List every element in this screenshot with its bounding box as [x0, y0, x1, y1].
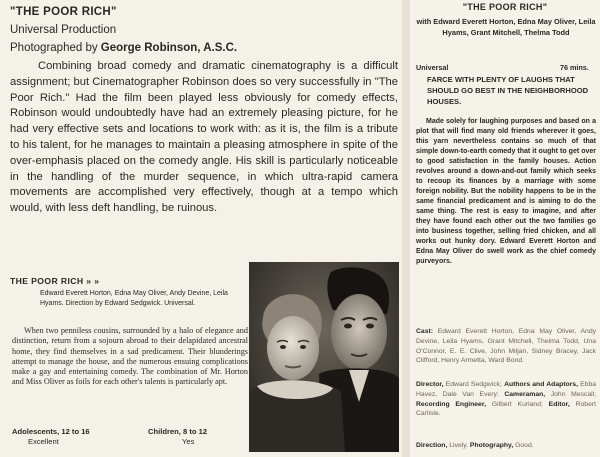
recording-value: Gilbert Kurland;: [491, 400, 543, 408]
cast-label: Cast:: [416, 328, 433, 335]
director-value: Edward Sedgwick;: [445, 381, 502, 388]
trade-review-headline: FARCE WITH PLENTY OF LAUGHS THAT SHOULD GO BEST IN THE NEIGHBORHOOD HOUSES.: [427, 75, 589, 106]
capsule-credits: Edward Everett Horton, Edna May Oliver, Andy Devine, Leila Hyams. Direction by Edward Sedgwick. Universal.: [40, 290, 228, 308]
trade-review-body: [416, 117, 596, 267]
photographer-name: George Robinson, A.S.C.: [100, 42, 238, 54]
trade-review-runtime: 76 mins.: [560, 63, 589, 72]
audience-children-label: Children, 8 to 12: [148, 427, 208, 436]
audience-adolescents-value: Excellent: [28, 437, 59, 446]
cameraman-label: Cameraman,: [504, 390, 546, 398]
trade-review-cast-block: [416, 327, 596, 366]
rating-photography-value: Good.: [515, 442, 534, 449]
authors-value: Ebba Havez, Dale Van Every;: [416, 381, 597, 398]
film-still-photo: [249, 262, 399, 452]
trade-review-studio: Universal: [416, 63, 449, 72]
director-label: Director,: [416, 381, 444, 388]
editor-value: Robert Carlisle.: [416, 400, 597, 418]
trade-review-body-text: Made solely for laughing purposes and based on a plot that will find many old friends wherever it goes, this yarn nevertheless contains so much of that simple down-to-earth comedy that it ought to get over to good satisfaction in the family houses. Action revolves around a down-and-out family which seeks to recoup its finances by a marriage with some foreign nobility. But the nobility happens to be in the same financial predicament and is aiming to do the same thing. The rest is easy to imagine, and after they have found each other out the two families go into business together, selling fried chicken, and all works out hunky dory. Edward Everett Horton and Edna May Oliver do swell work as the chief comedy purveyors.: [416, 118, 596, 265]
review-body: [10, 59, 398, 217]
review-studio: Universal Production: [10, 24, 117, 36]
page-gutter: [402, 0, 410, 457]
recording-label: Recording Engineer,: [416, 400, 486, 408]
film-still-illustration: [249, 262, 399, 452]
audience-children-value: Yes: [182, 437, 195, 446]
trade-review-credits: [416, 380, 596, 419]
rating-direction-value: Lively.: [449, 442, 469, 449]
rating-direction-label: Direction,: [416, 442, 448, 449]
capsule-title: THE POOR RICH » »: [10, 276, 100, 286]
review-paragraph: Combining broad comedy and dramatic cinematography is a difficult assignment; but Cinematographer Robinson does so very successfully in "The Poor Rich." Had the film been played less obviously for comedy effects, Robinson would undoubtedly have had an extremely pleasing picture, for he had very effective sets and locations to work with: as it is, the film is a tribute to his talent, for he manages to maintain a pleasing atmosphere in spite of the over-emphasis placed on the comedy angle. His skill is particularly noticeable in the handling of the murder sequence, in which ultra-rapid camera movements are accomplished very effectively, though at a tempo which would, with less deft handling, be ruinous.: [10, 60, 398, 215]
audience-adolescents-label: Adolescents, 12 to 16: [12, 427, 90, 436]
capsule-synopsis: [12, 326, 248, 388]
editor-label: Editor,: [548, 400, 570, 408]
rating-photography-label: Photography,: [469, 442, 514, 449]
trade-review-title: "THE POOR RICH": [462, 2, 548, 12]
cameraman-value: John Mescall;: [550, 390, 597, 398]
trade-review-rating: [416, 442, 534, 449]
authors-label: Authors and Adaptors,: [504, 381, 578, 388]
trade-review-cast-line: with Edward Everett Horton, Edna May Oliver, Leila Hyams, Grant Mitchell, Thelma Todd: [416, 17, 596, 37]
photographer-prefix: Photographed by: [10, 42, 101, 54]
review-title: "THE POOR RICH": [10, 6, 117, 18]
review-photographer: [10, 42, 237, 54]
capsule-synopsis-text: When two penniless cousins, surrounded by a halo of elegance and distinction, return from a sojourn abroad to their delapidated ancestral home, they find themselves in a sad predicament. Their blunderings attempt to manage the house, and the numerous ensuing complications make a gay and entertaining comedy. The combination of Mr. Horton and Miss Oliver as foils for each other's talents is particularly apt.: [12, 326, 248, 387]
cast-list: Edward Everett Horton, Edna May Oliver, Andy Devine, Leila Hyams, Grant Mitchell, Thelma Todd, Una O'Connor, E. E. Clive, John Miljan, Sidney Bracey, Jack Clifford, Henry Armetta, Ward Bond.: [416, 328, 596, 365]
